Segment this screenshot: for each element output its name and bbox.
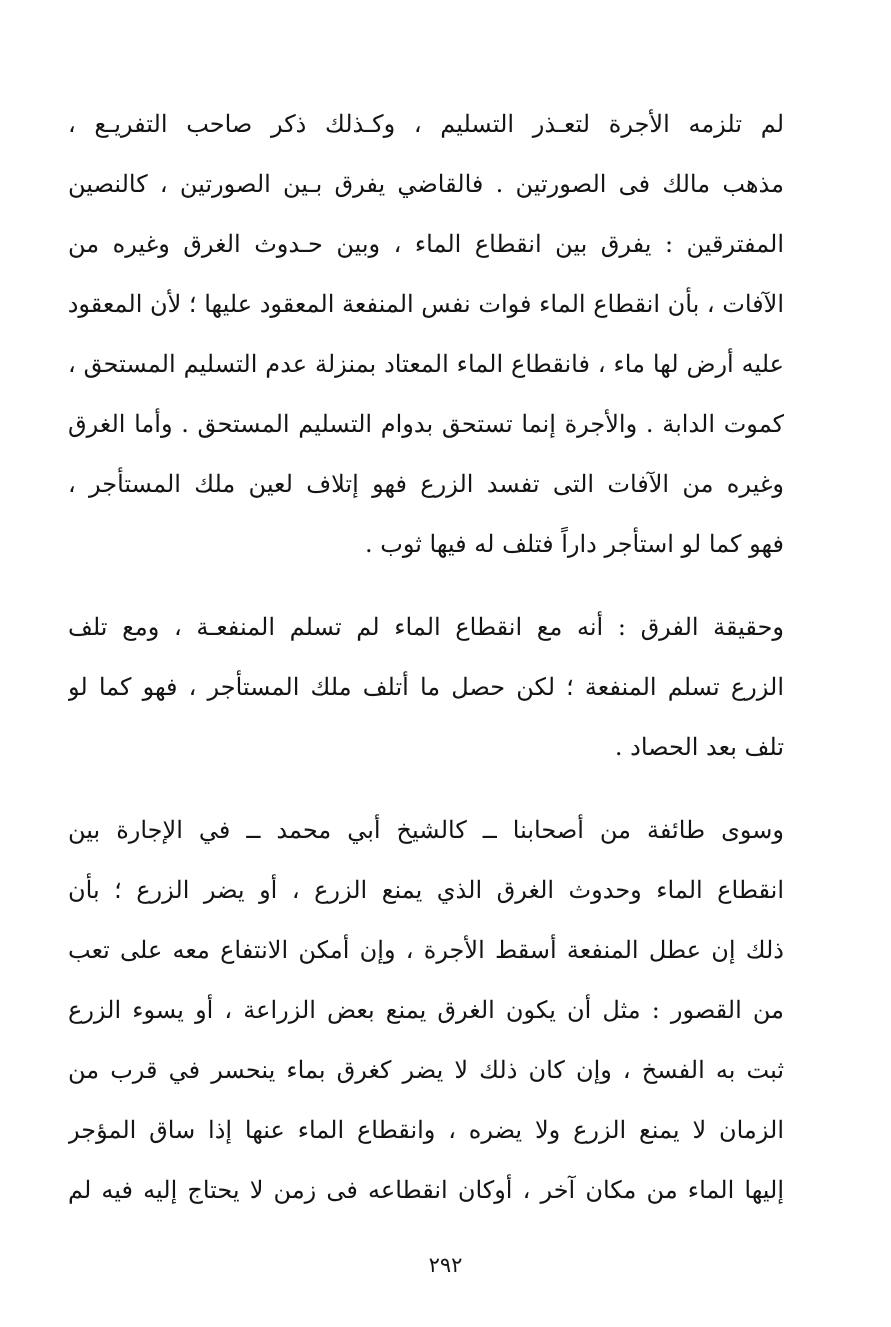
text-line: المفترقين : يفرق بين انقطاع الماء ، وبين حـدوث الغرق وغيره من bbox=[68, 230, 784, 258]
text-line: ثبت به الفسخ ، وإن كان ذلك لا يضر كغرق بماء ينحسر في قرب من bbox=[68, 1056, 784, 1084]
text-line: وغيره من الآفات التى تفسد الزرع فهو إتلاف لعين ملك المستأجر ، bbox=[68, 470, 784, 498]
text-line: كموت الدابة . والأجرة إنما تستحق بدوام التسليم المستحق . وأما الغرق bbox=[68, 410, 784, 438]
text-line: انقطاع الماء وحدوث الغرق الذي يمنع الزرع ، أو يضر الزرع ؛ بأن bbox=[68, 876, 784, 904]
text-line: وسوى طائفة من أصحابنا ــ كالشيخ أبي محمد ــ في الإجارة بين bbox=[68, 816, 784, 844]
text-line: إليها الماء من مكان آخر ، أوكان انقطاعه فى زمن لا يحتاج إليه فيه لم bbox=[68, 1176, 784, 1204]
text-line: الآفات ، بأن انقطاع الماء فوات نفس المنفعة المعقود عليها ؛ لأن المعقود bbox=[68, 290, 784, 318]
text-line: مذهب مالك فى الصورتين . فالقاضي يفرق بـين الصورتين ، كالنصين bbox=[68, 170, 784, 198]
text-line: من القصور : مثل أن يكون الغرق يمنع بعض الزراعة ، أو يسوء الزرع bbox=[68, 996, 784, 1024]
text-line: الزمان لا يمنع الزرع ولا يضره ، وانقطاع الماء عنها إذا ساق المؤجر bbox=[68, 1116, 784, 1144]
text-line: الزرع تسلم المنفعة ؛ لكن حصل ما أتلف ملك المستأجر ، فهو كما لو bbox=[68, 673, 784, 701]
text-line: وحقيقة الفرق : أنه مع انقطاع الماء لم تسلم المنفعـة ، ومع تلف bbox=[68, 613, 784, 641]
text-line: فهو كما لو استأجر داراً فتلف له فيها ثوب . bbox=[364, 530, 784, 558]
page-number: ٢٩٢ bbox=[428, 1253, 463, 1277]
text-line: لم تلزمه الأجرة لتعـذر التسليم ، وكـذلك ذكر صاحب التفريـع ، bbox=[68, 110, 784, 138]
paragraph-3 bbox=[68, 800, 784, 1220]
paragraph-2 bbox=[68, 597, 784, 777]
paragraph-1 bbox=[68, 94, 784, 574]
text-line: عليه أرض لها ماء ، فانقطاع الماء المعتاد بمنزلة عدم التسليم المستحق ، bbox=[68, 350, 784, 378]
text-line: تلف بعد الحصاد . bbox=[614, 733, 784, 761]
text-line: ذلك إن عطل المنفعة أسقط الأجرة ، وإن أمكن الانتفاع معه على تعب bbox=[68, 936, 784, 964]
